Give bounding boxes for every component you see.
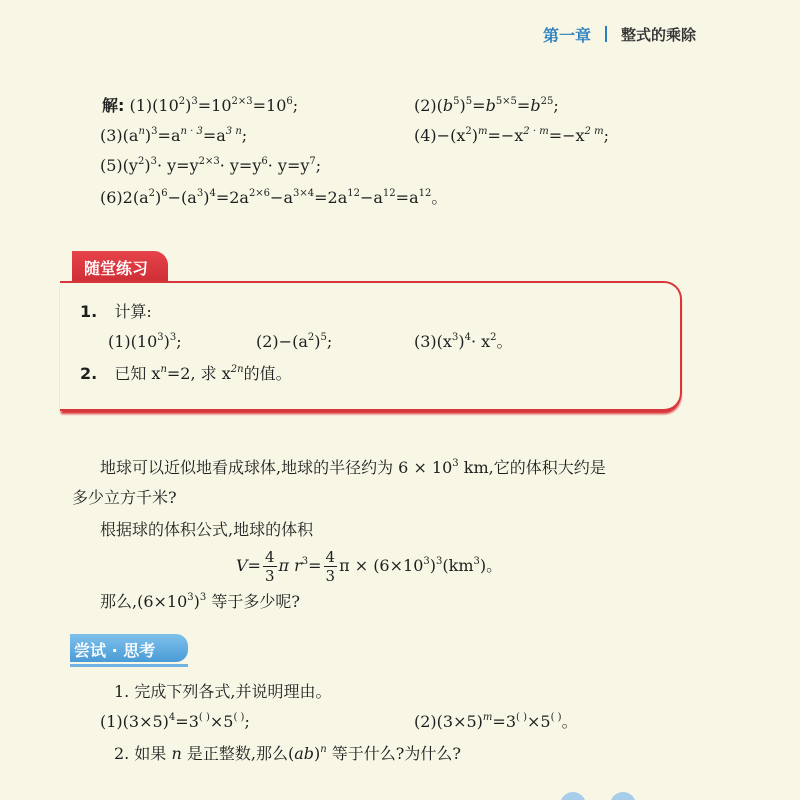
expr: −a <box>270 188 293 207</box>
blank: ( ) <box>550 712 562 723</box>
practice-q1-c <box>414 330 513 354</box>
expr: =2a <box>215 188 249 207</box>
practice-q1-a <box>108 330 182 354</box>
exp: 6 <box>286 96 293 107</box>
solution-line-3 <box>100 154 321 178</box>
expr: ) <box>203 188 210 207</box>
expr: =10 <box>252 96 287 115</box>
expr: =2a <box>314 188 348 207</box>
text: 等于多少呢? <box>206 592 300 611</box>
expr: =−x <box>548 126 585 145</box>
expr: V= <box>236 556 261 575</box>
expr: = <box>516 96 531 115</box>
exp: m <box>477 126 488 137</box>
expr: (1)(10 <box>108 332 158 351</box>
practice-tab: 随堂练习 <box>72 251 168 281</box>
exp: 4 <box>209 188 216 199</box>
exp: 3 <box>169 332 177 343</box>
expr: (4)−(x <box>414 126 466 145</box>
exp: 3 <box>191 96 198 107</box>
expr: ; <box>176 332 182 351</box>
exp: 2 <box>148 188 155 199</box>
expr: (5)(y <box>100 156 138 175</box>
expr: ; <box>292 96 299 115</box>
exp: 3 <box>452 458 459 469</box>
expr: (1)(3×5) <box>100 712 169 731</box>
decoration-circle <box>610 792 636 800</box>
expr: 。 <box>431 188 448 207</box>
exp: 3 <box>196 188 204 199</box>
text: km,它的体积大约是 <box>458 458 606 477</box>
expr: = <box>472 96 486 115</box>
exp: 12 <box>418 188 432 199</box>
exp: 5 <box>453 96 460 107</box>
header-divider <box>605 26 607 42</box>
exp: 2×3 <box>231 96 253 107</box>
exp: 3 <box>423 556 430 567</box>
question-text: 计算: <box>114 302 152 321</box>
exp: 7 <box>309 156 316 167</box>
earth-paragraph-2: 多少立方千米? <box>72 488 177 507</box>
question-number: 1. <box>80 302 98 321</box>
exp: 3 <box>151 126 158 137</box>
exp: 3 <box>150 156 157 167</box>
exp: 3 <box>436 556 443 567</box>
expr: (3)(a <box>100 126 139 145</box>
exp: 4 <box>168 712 176 723</box>
expr: −(a <box>167 188 197 207</box>
expr: = <box>308 556 322 575</box>
try-think-underline <box>70 664 188 667</box>
var: b <box>530 96 541 115</box>
expr: ; <box>241 126 248 145</box>
expr: 。 <box>561 712 578 731</box>
blank: ( ) <box>198 712 210 723</box>
expr: =3 <box>492 712 516 731</box>
volume-formula <box>236 548 502 585</box>
blank: ( ) <box>516 712 527 723</box>
expr: =a <box>157 126 181 145</box>
exp: n · 3 <box>180 126 203 137</box>
expr: −a <box>359 188 383 207</box>
expr: =a <box>202 126 226 145</box>
expr: ) <box>429 556 436 575</box>
expr: ; <box>326 332 333 351</box>
practice-q2 <box>80 362 292 386</box>
text: 是正整数,那么( <box>181 744 295 763</box>
text: 地球可以近似地看成球体,地球的半径约为 6 × 10 <box>100 458 453 477</box>
exp: 4 <box>464 332 471 343</box>
expr: (2)(3×5) <box>414 712 483 731</box>
solution-label: 解: <box>102 96 125 115</box>
expr: 已知 x <box>114 364 161 383</box>
expr: ) <box>458 332 465 351</box>
exp: 5 <box>465 96 473 107</box>
expr: ×5 <box>209 712 234 731</box>
text: 2. 如果 <box>114 744 172 763</box>
expr: ) <box>163 332 170 351</box>
try-q1-b <box>414 710 578 734</box>
try-q1-a <box>100 710 250 734</box>
exp: 3 <box>187 592 194 603</box>
chapter-title: 整式的乘除 <box>620 25 696 44</box>
expr: π r <box>278 556 302 575</box>
exp: 2×3 <box>198 156 220 167</box>
exp: 3 <box>157 332 164 343</box>
try-think-tab: 尝试 · 思考 <box>70 634 188 662</box>
numerator: 4 <box>264 548 275 566</box>
expr: ) <box>144 156 151 175</box>
solution-line-4 <box>100 186 447 210</box>
expr: ; <box>244 712 250 731</box>
exp: 2 <box>178 96 186 107</box>
expr: π × (6×10 <box>339 556 424 575</box>
var: b <box>442 96 454 115</box>
exp: 3 <box>301 556 309 567</box>
text: 等于什么?为什么? <box>326 744 461 763</box>
expr: (km <box>442 556 474 575</box>
expr: ) <box>185 96 192 115</box>
exp: 5×5 <box>495 96 517 107</box>
var: n <box>171 744 182 763</box>
exp: 3 <box>451 332 459 343</box>
expr: =2, 求 x <box>166 364 231 383</box>
fraction <box>324 548 338 585</box>
exp: 25 <box>540 96 554 107</box>
expr: · y=y <box>219 156 262 175</box>
expr: =3 <box>175 712 199 731</box>
expr: ×5 <box>526 712 551 731</box>
earth-paragraph-1 <box>100 456 606 480</box>
expr: ) <box>471 126 478 145</box>
exp: 3 n <box>225 126 242 137</box>
denominator: 3 <box>264 567 275 585</box>
expr: ) <box>144 126 152 145</box>
expr: =10 <box>197 96 232 115</box>
earth-paragraph-3: 根据球的体积公式,地球的体积 <box>100 520 314 539</box>
expr: (3)(x <box>414 332 452 351</box>
expr: 。 <box>496 332 513 351</box>
fraction <box>263 548 277 585</box>
numerator: 4 <box>325 548 336 566</box>
expr: (2)( <box>414 96 443 115</box>
question-number: 2. <box>80 364 98 383</box>
exp: 2 <box>137 156 145 167</box>
exp: 2 · m <box>523 126 549 137</box>
expr: · y=y <box>267 156 310 175</box>
exp: 2×6 <box>248 188 271 199</box>
expr: (1)(10 <box>129 96 179 115</box>
expr: (2)−(a <box>256 332 308 351</box>
expr: · y=y <box>156 156 199 175</box>
expr: 的值。 <box>243 364 292 383</box>
solution-line-2a <box>100 124 247 148</box>
solution-line-2b <box>414 124 609 148</box>
page-header <box>543 22 696 46</box>
exp: n <box>160 364 167 375</box>
exp: 2n <box>230 364 244 375</box>
solution-line-1a <box>102 94 298 118</box>
expr: ) <box>459 96 466 115</box>
exp: 3 <box>473 556 480 567</box>
exp: 5 <box>320 332 327 343</box>
exp: m <box>482 712 493 723</box>
chapter-label: 第一章 <box>542 25 591 45</box>
blank: ( ) <box>233 712 245 723</box>
expr: ) <box>155 188 162 207</box>
expr: · x <box>470 332 491 351</box>
expr: =−x <box>487 126 524 145</box>
practice-q1 <box>80 300 152 324</box>
exp: n <box>138 126 145 137</box>
exp: 2 <box>465 126 472 137</box>
exp: n <box>320 744 327 755</box>
decoration-circle <box>560 792 586 800</box>
solution-line-1b <box>414 94 559 118</box>
expr: (6)2(a <box>100 188 149 207</box>
exp: 2 <box>307 332 315 343</box>
exp: 12 <box>347 188 360 199</box>
exp: 2 m <box>584 126 604 137</box>
var: ab <box>294 744 314 763</box>
exp: 2 <box>490 332 497 343</box>
exp: 6 <box>161 188 168 199</box>
exp: 3×4 <box>293 188 315 199</box>
var: b <box>485 96 496 115</box>
text: ) <box>193 592 200 611</box>
try-q1: 1. 完成下列各式,并说明理由。 <box>114 682 332 701</box>
denominator: 3 <box>325 567 336 585</box>
expr: ; <box>603 126 609 145</box>
earth-paragraph-4 <box>100 590 300 614</box>
expr: )。 <box>479 556 503 575</box>
try-q2 <box>114 742 461 766</box>
exp: 3 <box>199 592 207 603</box>
text: ) <box>313 744 321 763</box>
exp: 12 <box>382 188 396 199</box>
expr: ) <box>314 332 321 351</box>
expr: ; <box>553 96 559 115</box>
expr: ; <box>315 156 322 175</box>
practice-q1-b <box>256 330 332 354</box>
expr: =a <box>395 188 419 207</box>
exp: 6 <box>261 156 268 167</box>
text: 那么,(6×10 <box>100 592 188 611</box>
